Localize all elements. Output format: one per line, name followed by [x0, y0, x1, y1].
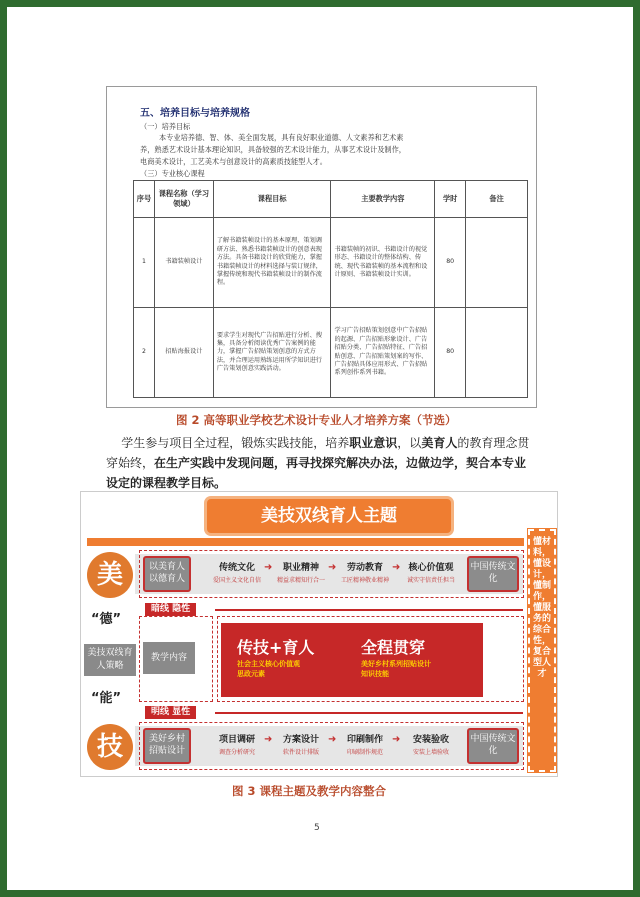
para-bold: 美育人 [421, 436, 458, 450]
core-right-sub: 知识技能 [361, 670, 389, 678]
step-sub: 安装上墙验收 [412, 749, 449, 756]
box-rural-poster: 美好乡村招贴设计 [143, 728, 191, 764]
step-title: 劳动教育 [346, 563, 383, 573]
col-header: 主要教学内容 [331, 181, 435, 218]
diagram-title-banner: 美技双线育人主题 [207, 499, 451, 533]
step-title: 传统文化 [218, 563, 255, 573]
talent-goal-sidebar: 懂材料，懂设计，懂制作，懂服务的综合性，复合型人才 [528, 529, 556, 772]
cell-note [466, 308, 528, 398]
step-title: 印刷制作 [346, 735, 383, 745]
section-heading: 五、培养目标与培养规格 [140, 108, 250, 119]
figure-2-caption: 图 2 高等职业学校艺术设计专业人才培养方案（节选） [176, 413, 457, 427]
bottom-step [399, 732, 463, 756]
cell-hours: 80 [435, 218, 466, 308]
divider-line [215, 712, 523, 714]
page-number: 5 [314, 823, 320, 833]
step-sub: 印刷制作规范 [346, 749, 383, 756]
figure-3-diagram [80, 491, 558, 777]
arrow-right-icon: ➜ [392, 562, 401, 573]
step-title: 项目调研 [218, 735, 255, 745]
goal-text-line: 电商美术设计，工艺美术与创意设计的高素质技能型人才。 [140, 157, 327, 166]
tag-visible-line: 明线 显性 [145, 706, 196, 719]
step-title: 核心价值观 [408, 563, 454, 573]
step-title: 安装验收 [412, 735, 449, 745]
para-text: 的教育理念贯穿始终， [106, 436, 530, 470]
col-header: 课程目标 [213, 181, 331, 218]
col-header: 备注 [466, 181, 528, 218]
arrow-right-icon: ➜ [264, 734, 273, 745]
top-step [207, 560, 267, 584]
goal-text-line: 养，熟悉艺术设计基本理论知识，具备较强的艺术设计能力，从事艺术设计及制作， [140, 145, 406, 154]
core-left-sub: 社会主义核心价值观 [237, 660, 300, 668]
top-step [399, 560, 463, 584]
cell-course-name: 书籍装帧设计 [154, 218, 213, 308]
body-paragraph [106, 433, 538, 493]
strategy-box: 美技双线育人策略 [84, 644, 136, 676]
core-right-sub: 美好乡村系列招贴设计 [361, 660, 431, 668]
box-meiyu: 以美育人以德育人 [143, 556, 191, 592]
para-text: ，以 [397, 436, 422, 450]
cell-goal: 要求学生对现代广告招贴进行分析、搜集，具备分析阅读优秀广告案例的能力，掌握广告招贴策划创意的方式方法，并合理运用熟练运用所学知识进行广告策划创意实践活动。 [213, 308, 331, 398]
cell-no: 1 [134, 218, 155, 308]
core-left-title: 传技+育人 [237, 638, 315, 657]
cell-course-name: 招贴海报设计 [154, 308, 213, 398]
top-step [271, 560, 331, 584]
step-sub: 软件设计排版 [282, 749, 319, 756]
table-row [134, 308, 528, 398]
step-sub: 工匠精神敬业精神 [340, 577, 389, 584]
subheading-goal: （一）培养目标 [140, 122, 191, 131]
step-title: 方案设计 [282, 735, 319, 745]
step-sub: 诚实守信责任担当 [406, 577, 455, 584]
bottom-step [335, 732, 395, 756]
divider-line [215, 609, 523, 611]
bottom-step [271, 732, 331, 756]
core-right-title: 全程贯穿 [361, 638, 426, 657]
cell-no: 2 [134, 308, 155, 398]
table-row [134, 218, 528, 308]
para-bold: 在生产实践中发现问题，再寻找探究解决办法，边做边学，契合本专业设定的课程教学目标。 [106, 456, 527, 490]
cell-note [466, 218, 528, 308]
goal-text-line: 本专业培养德、智、体、美全面发展，具有良好职业道德、人文素养和艺术素 [159, 133, 404, 142]
core-panel [221, 623, 483, 697]
tag-hidden-line: 暗线 隐性 [145, 603, 196, 616]
divider-strip [87, 538, 524, 546]
figure-3-caption: 图 3 课程主题及教学内容整合 [232, 784, 387, 798]
arrow-right-icon: ➜ [328, 734, 337, 745]
cell-content: 学习广告招贴策划创意中广告招贴的起源、广告招贴形象设计、广告招贴分类、广告招贴特征、广告招贴创意、广告招贴策划案的写作、广告招贴具体应用形式、广告招贴系列创作系列书籍。 [331, 308, 435, 398]
step-sub: 调查分析研究 [218, 749, 255, 756]
box-chinese-culture-top: 中国传统文化 [467, 556, 519, 592]
figure-2-excerpt [106, 86, 537, 408]
subheading-courses: （三）专业核心课程 [140, 169, 205, 178]
core-left-sub: 思政元素 [237, 670, 265, 678]
para-bold: 职业意识 [349, 436, 398, 450]
arrow-right-icon: ➜ [328, 562, 337, 573]
col-header: 序号 [134, 181, 155, 218]
para-text: 学生参与项目全过程，锻炼实践技能，培养 [121, 436, 350, 450]
core-course-table [133, 180, 528, 398]
bottom-step [207, 732, 267, 756]
col-header: 学时 [435, 181, 466, 218]
arrow-right-icon: ➜ [392, 734, 401, 745]
cell-hours: 80 [435, 308, 466, 398]
label-neng: “能” [91, 691, 122, 706]
circle-mei: 美 [87, 552, 133, 598]
top-step [335, 560, 395, 584]
circle-ji: 技 [87, 724, 133, 770]
cell-content: 书籍装帧的初识、书籍设计的视觉形态、书籍设计的整体结构、传统、现代书籍装帧的基本流程和设计原则、书籍装帧设计实训。 [331, 218, 435, 308]
step-sub: 爱国主义文化自信 [212, 577, 261, 584]
step-title: 职业精神 [282, 563, 319, 573]
teaching-content-box: 教学内容 [143, 642, 195, 674]
step-sub: 精益求精知行合一 [276, 577, 325, 584]
label-de: “德” [91, 612, 122, 627]
col-header: 课程名称（学习领域） [154, 181, 213, 218]
cell-goal: 了解书籍装帧设计的基本原理、策划调研方法、熟悉书籍装帧设计的创意表现方法。具备书籍设计的欣赏能力，掌握书籍装帧设计的材料选择与装订规律，掌握传统和现代书籍装帧设计的制作流程。 [213, 218, 331, 308]
table-header-row [134, 181, 528, 218]
box-chinese-culture-bottom: 中国传统文化 [467, 728, 519, 764]
arrow-right-icon: ➜ [264, 562, 273, 573]
